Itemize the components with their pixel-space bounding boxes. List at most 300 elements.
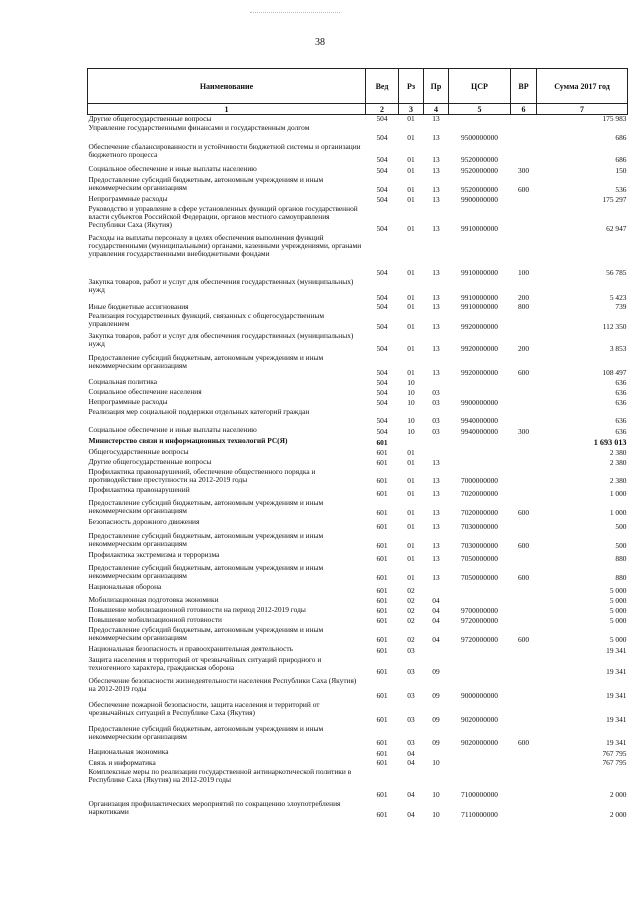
row-vr: 800 bbox=[517, 302, 530, 312]
row-ved: 504 bbox=[376, 344, 388, 354]
row-csr: 9720000000 bbox=[461, 616, 498, 626]
row-name: Социальное обеспечение и иные выплаты населению bbox=[88, 163, 257, 173]
row-pr: 13 bbox=[432, 133, 440, 143]
table-row bbox=[88, 768, 628, 800]
row-name: Расходы на выплаты персоналу в целях обеспечения выполнения функций государственными (муниципальными) органами, казенными учреждениями, органами управления государственными внебюджетными фондами bbox=[88, 232, 362, 259]
table-row bbox=[88, 677, 628, 701]
row-rz: 02 bbox=[407, 606, 415, 616]
header-rz: Рз bbox=[399, 69, 424, 104]
table-row bbox=[88, 616, 628, 626]
row-sum: 5 000 bbox=[609, 635, 627, 645]
row-ved: 504 bbox=[376, 302, 388, 312]
row-csr: 7050000000 bbox=[461, 554, 498, 564]
row-pr bbox=[424, 448, 449, 458]
row-pr: 13 bbox=[432, 293, 440, 303]
row-pr: 04 bbox=[432, 635, 440, 645]
row-csr: 7020000000 bbox=[461, 489, 498, 499]
column-number: 3 bbox=[399, 104, 424, 115]
row-pr: 13 bbox=[432, 268, 440, 278]
row-pr: 03 bbox=[432, 416, 440, 426]
row-name: Предоставление субсидий бюджетным, автономным учреждениям и иным некоммерческим организациям bbox=[88, 174, 324, 192]
row-pr: 13 bbox=[432, 166, 440, 176]
row-csr bbox=[449, 645, 511, 656]
row-sum: 150 bbox=[615, 166, 627, 176]
header-name: Наименование bbox=[88, 69, 366, 104]
row-rz: 03 bbox=[407, 646, 415, 656]
row-sum: 686 bbox=[615, 155, 627, 165]
row-rz: 03 bbox=[407, 715, 415, 725]
row-name: Общегосударственные вопросы bbox=[88, 446, 189, 456]
row-vr bbox=[511, 677, 537, 701]
row-csr bbox=[449, 448, 511, 458]
row-ved: 504 bbox=[376, 155, 388, 165]
table-row bbox=[88, 234, 628, 278]
row-csr bbox=[449, 583, 511, 596]
row-vr bbox=[511, 143, 537, 165]
row-sum: 19 341 bbox=[606, 738, 627, 748]
row-pr: 13 bbox=[432, 322, 440, 332]
row-sum: 62 947 bbox=[606, 224, 627, 234]
row-vr bbox=[511, 606, 537, 616]
row-rz: 10 bbox=[407, 388, 415, 398]
row-ved: 601 bbox=[376, 616, 388, 626]
row-vr bbox=[511, 378, 537, 388]
row-name: Национальная экономика bbox=[88, 746, 169, 756]
row-pr: 04 bbox=[432, 606, 440, 616]
row-pr bbox=[424, 437, 449, 448]
row-vr bbox=[511, 701, 537, 725]
row-pr: 13 bbox=[432, 489, 440, 499]
row-sum: 5 000 bbox=[609, 616, 627, 626]
table-row bbox=[88, 499, 628, 518]
row-name: Реализация государственных функций, связанных с общегосударственным управлением bbox=[88, 310, 325, 328]
column-number: 6 bbox=[511, 104, 537, 115]
row-name: Профилактика экстремизма и терроризма bbox=[88, 549, 220, 559]
row-ved: 601 bbox=[376, 541, 388, 551]
row-sum: 636 bbox=[615, 388, 627, 398]
row-sum: 175 297 bbox=[602, 195, 627, 205]
row-sum: 108 497 bbox=[602, 368, 627, 378]
table-row bbox=[88, 701, 628, 725]
row-name: Профилактика правонарушений bbox=[88, 484, 190, 494]
header-ved: Вед bbox=[366, 69, 399, 104]
row-rz: 10 bbox=[407, 398, 415, 408]
table-row bbox=[88, 278, 628, 303]
row-csr: 9520000000 bbox=[461, 185, 498, 195]
row-vr: 600 bbox=[517, 573, 530, 583]
row-pr: 13 bbox=[432, 185, 440, 195]
row-rz: 01 bbox=[407, 344, 415, 354]
row-ved: 504 bbox=[376, 293, 388, 303]
row-rz: 01 bbox=[407, 573, 415, 583]
row-csr: 9910000000 bbox=[461, 224, 498, 234]
row-csr: 9500000000 bbox=[461, 133, 498, 143]
row-vr bbox=[511, 759, 537, 768]
row-rz: 01 bbox=[407, 224, 415, 234]
row-vr: 100 bbox=[517, 268, 530, 278]
row-csr: 9940000000 bbox=[461, 416, 498, 426]
row-csr: 9940000000 bbox=[461, 427, 498, 437]
row-name: Комплексные меры по реализации государственной антинаркотической политики в Республике Саха (Якутия) на 2012-2019 годы bbox=[88, 766, 352, 784]
row-vr: 600 bbox=[517, 541, 530, 551]
row-pr: 13 bbox=[432, 344, 440, 354]
column-number: 7 bbox=[537, 104, 628, 115]
header-vr: ВР bbox=[511, 69, 537, 104]
row-vr: 600 bbox=[517, 635, 530, 645]
row-sum: 56 785 bbox=[606, 268, 627, 278]
row-ved: 504 bbox=[376, 368, 388, 378]
row-pr: 10 bbox=[432, 790, 440, 800]
row-pr: 03 bbox=[432, 427, 440, 437]
row-csr bbox=[449, 115, 511, 124]
row-pr: 04 bbox=[432, 596, 440, 606]
row-rz: 04 bbox=[407, 758, 415, 768]
row-ved: 601 bbox=[376, 573, 388, 583]
row-rz: 03 bbox=[407, 667, 415, 677]
row-csr: 7030000000 bbox=[461, 522, 498, 532]
row-rz: 10 bbox=[407, 416, 415, 426]
row-name: Повышение мобилизационной готовности на период 2012-2019 годы bbox=[88, 604, 306, 614]
row-ved: 601 bbox=[376, 554, 388, 564]
row-ved: 601 bbox=[376, 635, 388, 645]
table-row bbox=[88, 645, 628, 656]
row-pr: 09 bbox=[432, 667, 440, 677]
row-name: Обеспечение пожарной безопасности, защита населения и территорий от чрезвычайных ситуаций в Республике Саха (Якутия) bbox=[88, 699, 320, 717]
row-ved: 504 bbox=[376, 322, 388, 332]
row-ved: 601 bbox=[376, 596, 388, 606]
row-ved: 504 bbox=[376, 224, 388, 234]
row-sum: 19 341 bbox=[606, 646, 627, 656]
row-name: Национальная оборона bbox=[88, 581, 162, 591]
row-sum: 5 000 bbox=[609, 586, 627, 596]
row-sum: 880 bbox=[615, 554, 627, 564]
row-rz: 04 bbox=[407, 810, 415, 820]
table-body bbox=[88, 115, 628, 820]
table-row bbox=[88, 437, 628, 448]
row-vr bbox=[511, 437, 537, 448]
row-csr: 9920000000 bbox=[461, 322, 498, 332]
table-row bbox=[88, 354, 628, 378]
row-rz: 10 bbox=[407, 427, 415, 437]
row-csr: 7000000000 bbox=[461, 476, 498, 486]
row-rz: 10 bbox=[407, 378, 415, 388]
row-name: Иные бюджетные ассигнования bbox=[88, 301, 189, 311]
row-csr: 9720000000 bbox=[461, 635, 498, 645]
row-vr: 600 bbox=[517, 738, 530, 748]
row-name: Повышение мобилизационной готовности bbox=[88, 614, 223, 624]
row-csr: 9920000000 bbox=[461, 344, 498, 354]
row-vr: 200 bbox=[517, 293, 530, 303]
row-ved: 601 bbox=[376, 810, 388, 820]
row-csr: 9910000000 bbox=[461, 302, 498, 312]
row-name: Обеспечение безопасности жизнедеятельности населения Республики Саха (Якутия) на 2012-2019 годы bbox=[88, 675, 357, 693]
row-name: Безопасность дорожного движения bbox=[88, 516, 200, 526]
row-pr bbox=[424, 748, 449, 759]
row-name: Другие общегосударственные вопросы bbox=[88, 114, 212, 123]
row-sum: 536 bbox=[615, 185, 627, 195]
row-name: Предоставление субсидий бюджетным, автономным учреждениям и иным некоммерческим организациям bbox=[88, 497, 324, 515]
table-row bbox=[88, 165, 628, 176]
row-vr bbox=[511, 468, 537, 486]
column-number: 5 bbox=[449, 104, 511, 115]
row-sum: 2 000 bbox=[609, 790, 627, 800]
row-pr: 13 bbox=[432, 114, 440, 124]
row-vr bbox=[511, 124, 537, 143]
table-row bbox=[88, 518, 628, 532]
row-sum: 767 795 bbox=[602, 758, 627, 768]
table-row bbox=[88, 388, 628, 398]
row-vr bbox=[511, 645, 537, 656]
row-pr: 13 bbox=[432, 522, 440, 532]
row-sum: 686 bbox=[615, 133, 627, 143]
row-sum: 500 bbox=[615, 541, 627, 551]
row-csr: 9910000000 bbox=[461, 293, 498, 303]
table-row bbox=[88, 124, 628, 143]
row-ved: 504 bbox=[376, 416, 388, 426]
row-ved: 601 bbox=[376, 448, 388, 458]
row-vr bbox=[511, 583, 537, 596]
row-name: Предоставление субсидий бюджетным, автономным учреждениям и иным некоммерческим организациям bbox=[88, 352, 324, 370]
row-ved: 601 bbox=[376, 438, 388, 448]
row-name: Организация профилактических мероприятий по сокращению злоупотребления наркотиками bbox=[88, 798, 341, 816]
row-vr bbox=[511, 518, 537, 532]
row-pr: 13 bbox=[432, 195, 440, 205]
row-ved: 601 bbox=[376, 738, 388, 748]
row-sum: 500 bbox=[615, 522, 627, 532]
row-vr bbox=[511, 616, 537, 626]
row-csr: 7030000000 bbox=[461, 541, 498, 551]
table-row bbox=[88, 564, 628, 583]
row-ved: 504 bbox=[376, 185, 388, 195]
row-pr: 10 bbox=[432, 810, 440, 820]
row-sum: 2 380 bbox=[609, 458, 627, 468]
row-vr bbox=[511, 748, 537, 759]
row-vr bbox=[511, 408, 537, 426]
row-rz: 01 bbox=[407, 508, 415, 518]
row-name: Другие общегосударственные вопросы bbox=[88, 456, 212, 466]
table-row bbox=[88, 583, 628, 596]
row-csr bbox=[449, 378, 511, 388]
row-vr bbox=[511, 486, 537, 499]
row-name: Предоставление субсидий бюджетным, автономным учреждениям и иным некоммерческим организациям bbox=[88, 562, 324, 580]
row-csr: 9910000000 bbox=[461, 268, 498, 278]
row-name: Предоставление субсидий бюджетным, автономным учреждениям и иным некоммерческим организациям bbox=[88, 723, 324, 741]
row-ved: 504 bbox=[376, 378, 388, 388]
row-sum: 19 341 bbox=[606, 715, 627, 725]
row-ved: 504 bbox=[376, 133, 388, 143]
row-sum: 767 795 bbox=[602, 749, 627, 759]
row-rz: 02 bbox=[407, 586, 415, 596]
header-sum: Сумма 2017 год bbox=[537, 69, 628, 104]
row-sum: 636 bbox=[615, 378, 627, 388]
row-ved: 504 bbox=[376, 195, 388, 205]
row-csr: 7020000000 bbox=[461, 508, 498, 518]
row-pr: 03 bbox=[432, 388, 440, 398]
row-pr: 13 bbox=[432, 155, 440, 165]
row-csr: 9020000000 bbox=[461, 715, 498, 725]
row-rz: 01 bbox=[407, 448, 415, 458]
row-csr bbox=[449, 759, 511, 768]
row-pr: 13 bbox=[432, 224, 440, 234]
row-vr bbox=[511, 195, 537, 205]
row-rz: 01 bbox=[407, 268, 415, 278]
row-name: Предоставление субсидий бюджетным, автономным учреждениям и иным некоммерческим организациям bbox=[88, 624, 324, 642]
row-rz: 01 bbox=[407, 185, 415, 195]
row-name: Управление государственными финансами и государственным долгом bbox=[88, 122, 310, 132]
row-rz: 02 bbox=[407, 596, 415, 606]
row-name: Руководство и управление в сфере установленных функций органов государственной власти субъектов Российской Федерации, органов местного самоуправления Республики Саха (Якутия) bbox=[88, 203, 358, 230]
column-number: 4 bbox=[424, 104, 449, 115]
row-sum: 2 380 bbox=[609, 448, 627, 458]
row-rz: 01 bbox=[407, 476, 415, 486]
row-name: Предоставление субсидий бюджетным, автономным учреждениям и иным некоммерческим организациям bbox=[88, 530, 324, 548]
table-row bbox=[88, 725, 628, 748]
table-row bbox=[88, 398, 628, 408]
table-row bbox=[88, 656, 628, 677]
row-ved: 504 bbox=[376, 427, 388, 437]
row-ved: 601 bbox=[376, 758, 388, 768]
row-vr bbox=[511, 768, 537, 800]
table-row bbox=[88, 426, 628, 437]
row-sum: 880 bbox=[615, 573, 627, 583]
table-row bbox=[88, 195, 628, 205]
row-name: Министерство связи и информационных технологий РС(Я) bbox=[88, 435, 288, 445]
row-name: Социальное обеспечение и иные выплаты населению bbox=[88, 424, 257, 434]
row-sum: 5 423 bbox=[609, 293, 627, 303]
row-rz: 01 bbox=[407, 554, 415, 564]
row-pr: 10 bbox=[432, 758, 440, 768]
row-name: Профилактика правонарушений, обеспечение общественного порядка и противодействие преступности на 2012-2019 годы bbox=[88, 466, 316, 484]
row-sum: 3 853 bbox=[609, 344, 627, 354]
row-pr bbox=[424, 378, 449, 388]
row-csr: 7110000000 bbox=[461, 810, 498, 820]
row-rz: 01 bbox=[407, 489, 415, 499]
row-csr: 9520000000 bbox=[461, 155, 498, 165]
row-ved: 504 bbox=[376, 166, 388, 176]
table-row bbox=[88, 486, 628, 499]
row-rz: 01 bbox=[407, 155, 415, 165]
row-csr: 9000000000 bbox=[461, 691, 498, 701]
row-ved: 601 bbox=[376, 691, 388, 701]
table-row bbox=[88, 448, 628, 458]
row-sum: 5 000 bbox=[609, 606, 627, 616]
row-vr: 300 bbox=[517, 427, 530, 437]
row-ved: 601 bbox=[376, 522, 388, 532]
row-ved: 504 bbox=[376, 268, 388, 278]
row-csr: 9920000000 bbox=[461, 368, 498, 378]
row-name: Национальная безопасность и правоохранительная деятельность bbox=[88, 643, 293, 653]
row-csr: 9700000000 bbox=[461, 606, 498, 616]
row-ved: 601 bbox=[376, 749, 388, 759]
table-row bbox=[88, 596, 628, 606]
row-rz: 01 bbox=[407, 166, 415, 176]
row-ved: 601 bbox=[376, 489, 388, 499]
row-ved: 601 bbox=[376, 646, 388, 656]
row-pr: 13 bbox=[432, 541, 440, 551]
row-csr: 9900000000 bbox=[461, 398, 498, 408]
table-row bbox=[88, 332, 628, 354]
row-pr: 13 bbox=[432, 476, 440, 486]
row-rz: 01 bbox=[407, 195, 415, 205]
table-row bbox=[88, 532, 628, 551]
row-pr: 13 bbox=[432, 508, 440, 518]
budget-table bbox=[87, 68, 628, 820]
scan-artifact bbox=[250, 12, 340, 17]
row-ved: 601 bbox=[376, 586, 388, 596]
row-rz: 01 bbox=[407, 368, 415, 378]
row-vr bbox=[511, 551, 537, 564]
row-csr bbox=[449, 388, 511, 398]
row-pr: 13 bbox=[432, 554, 440, 564]
row-csr bbox=[449, 596, 511, 606]
row-vr: 600 bbox=[517, 185, 530, 195]
row-name: Закупка товаров, работ и услуг для обеспечения государственных (муниципальных) нужд bbox=[88, 276, 354, 294]
row-csr bbox=[449, 748, 511, 759]
row-vr bbox=[511, 115, 537, 124]
row-vr: 300 bbox=[517, 166, 530, 176]
row-name: Реализация мер социальной поддержки отдельных категорий граждан bbox=[88, 406, 310, 416]
row-pr: 13 bbox=[432, 458, 440, 468]
row-sum: 2 000 bbox=[609, 810, 627, 820]
row-rz: 01 bbox=[407, 322, 415, 332]
table-row bbox=[88, 378, 628, 388]
row-csr: 7050000000 bbox=[461, 573, 498, 583]
row-name: Обеспечение сбалансированности и устойчивости бюджетной системы и организации бюджетного процесса bbox=[88, 141, 361, 159]
table-row bbox=[88, 205, 628, 234]
table-row bbox=[88, 800, 628, 820]
table-row bbox=[88, 606, 628, 616]
row-rz: 01 bbox=[407, 114, 415, 124]
row-sum: 19 341 bbox=[606, 691, 627, 701]
header-csr: ЦСР bbox=[449, 69, 511, 104]
row-csr bbox=[449, 437, 511, 448]
table-row bbox=[88, 176, 628, 195]
row-sum: 636 bbox=[615, 398, 627, 408]
row-csr bbox=[449, 458, 511, 468]
row-sum: 2 380 bbox=[609, 476, 627, 486]
row-pr: 13 bbox=[432, 368, 440, 378]
row-pr bbox=[424, 645, 449, 656]
row-pr: 09 bbox=[432, 691, 440, 701]
row-ved: 504 bbox=[376, 388, 388, 398]
column-number: 2 bbox=[366, 104, 399, 115]
row-sum: 636 bbox=[615, 427, 627, 437]
row-rz: 01 bbox=[407, 522, 415, 532]
row-pr: 13 bbox=[432, 573, 440, 583]
table-row bbox=[88, 408, 628, 426]
row-rz: 03 bbox=[407, 738, 415, 748]
row-ved: 504 bbox=[376, 398, 388, 408]
row-name: Связь и информатика bbox=[88, 757, 156, 767]
row-pr: 03 bbox=[432, 398, 440, 408]
row-sum: 739 bbox=[615, 302, 627, 312]
row-vr bbox=[511, 398, 537, 408]
table-row bbox=[88, 468, 628, 486]
page-number: 38 bbox=[315, 37, 325, 48]
row-csr: 7100000000 bbox=[461, 790, 498, 800]
row-sum: 1 693 013 bbox=[593, 438, 627, 448]
row-sum: 1 000 bbox=[609, 489, 627, 499]
row-csr: 9520000000 bbox=[461, 166, 498, 176]
row-name: Мобилизационная подготовка экономики bbox=[88, 594, 219, 604]
column-number: 1 bbox=[88, 104, 366, 115]
row-vr bbox=[511, 800, 537, 820]
row-sum: 1 000 bbox=[609, 508, 627, 518]
row-rz: 01 bbox=[407, 133, 415, 143]
table-row bbox=[88, 312, 628, 332]
table-row bbox=[88, 458, 628, 468]
row-ved: 601 bbox=[376, 790, 388, 800]
